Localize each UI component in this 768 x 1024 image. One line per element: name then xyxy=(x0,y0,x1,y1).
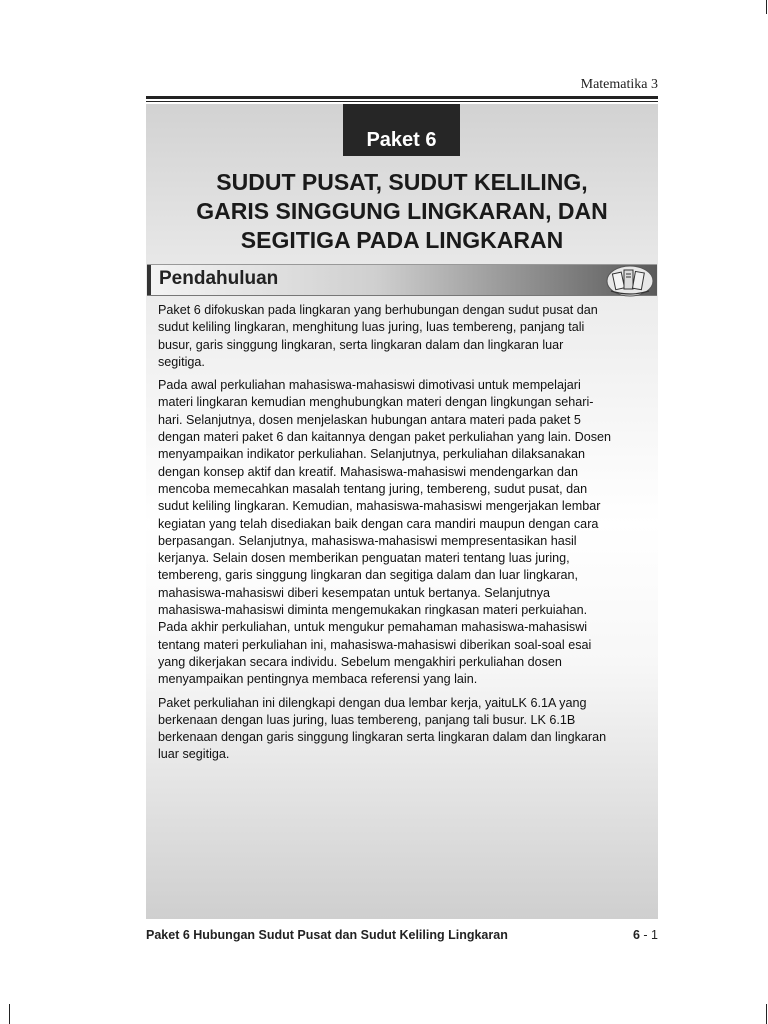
paket-label-box xyxy=(343,104,460,156)
header-rule xyxy=(146,96,658,99)
chapter-number: 6 xyxy=(632,928,640,942)
crop-mark xyxy=(766,0,767,14)
paragraph: Paket 6 difokuskan pada lingkaran yang berhubungan dengan sudut pusat dan sudut keliling lingkaran, menghitung luas juring, luas tembereng, panjang tali busur, garis singgung lingkaran, serta lingkaran dalam dan lingkaran luar segitiga. xyxy=(158,303,598,369)
paragraph: Paket perkuliahan ini dilengkapi dengan dua lembar kerja, yaituLK 6.1A yang berkenaan dengan luas juring, luas tembereng, panjang tali busur. LK 6.1B berkenaan dengan garis singgung lingkaran serta lingkaran dalam dan lingkaran luar segitiga. xyxy=(158,695,607,762)
books-icon xyxy=(605,263,655,297)
chapter-title-line: SEGITIGA PADA LINGKARAN xyxy=(240,227,564,253)
section-header-bar xyxy=(147,264,657,296)
crop-mark xyxy=(9,1004,10,1024)
page-separator: - xyxy=(639,928,652,942)
paket-label: Paket 6 xyxy=(366,129,437,151)
header-rule-thin xyxy=(146,101,658,102)
chapter-title-line: SUDUT PUSAT, SUDUT KELILING, xyxy=(216,169,588,195)
page-number xyxy=(600,928,658,942)
chapter-panel xyxy=(146,104,658,919)
footer-title: Paket 6 Hubungan Sudut Pusat dan Sudut Keliling Lingkaran xyxy=(146,928,508,942)
section-title: Pendahuluan xyxy=(159,268,279,289)
crop-mark xyxy=(766,1004,767,1024)
chapter-title xyxy=(156,168,648,255)
section-accent xyxy=(147,265,151,295)
introduction-body xyxy=(158,302,646,770)
running-header-title: Matematika 3 xyxy=(580,77,658,92)
paragraph: Pada awal perkuliahan mahasiswa-mahasiswi dimotivasi untuk mempelajari materi lingkaran kemudian menghubungkan materi dengan lingkungan sehari- hari. Selanjutnya, dosen menjelaskan hubungan antara materi pada paket 5 dengan materi paket 6 dan kaitannya dengan paket perkuliahan yang lain. Dosen menyampaikan indikator perkuliahan. Selanjutnya, perkuliahan dilaksanakan dengan konsep aktif dan kreatif. Mahasiswa-mahasiswi mendengarkan dan mencoba memecahkan masalah tentang juring, tembereng, sudut pusat, dan sudut keliling lingkaran. Kemudian, mahasiswa-mahasiswi mengerjakan lembar kegiatan yang telah disediakan baik dengan cara mandiri maupun dengan cara berpasangan. Selanjutnya, mahasiswa-mahasiswi mempresentasikan hasil kerjanya. Selain dosen memberikan penguatan materi tentang luas juring, tembereng, garis singgung lingkaran dan segitiga dalam dan luar lingkaran, mahasiswa-mahasiswi diberi kesempatan untuk bertanya. Selanjutnya mahasiswa-mahasiswi diminta mengemukakan ringkasan materi perkuiahan. Pada akhir perkuliahan, untuk mengukur pemahaman mahasiswa-mahasiswi tentang materi perkuliahan ini, mahasiswa-mahasiswi diberikan soal-soal esai yang dikerjakan secara individu. Sebelum mengakhiri perkuliahan dosen menyampaikan pentingnya membaca referensi yang lain. xyxy=(158,378,611,687)
chapter-title-line: GARIS SINGGUNG LINGKARAN, DAN xyxy=(196,198,608,224)
page-index: 1 xyxy=(651,928,658,942)
